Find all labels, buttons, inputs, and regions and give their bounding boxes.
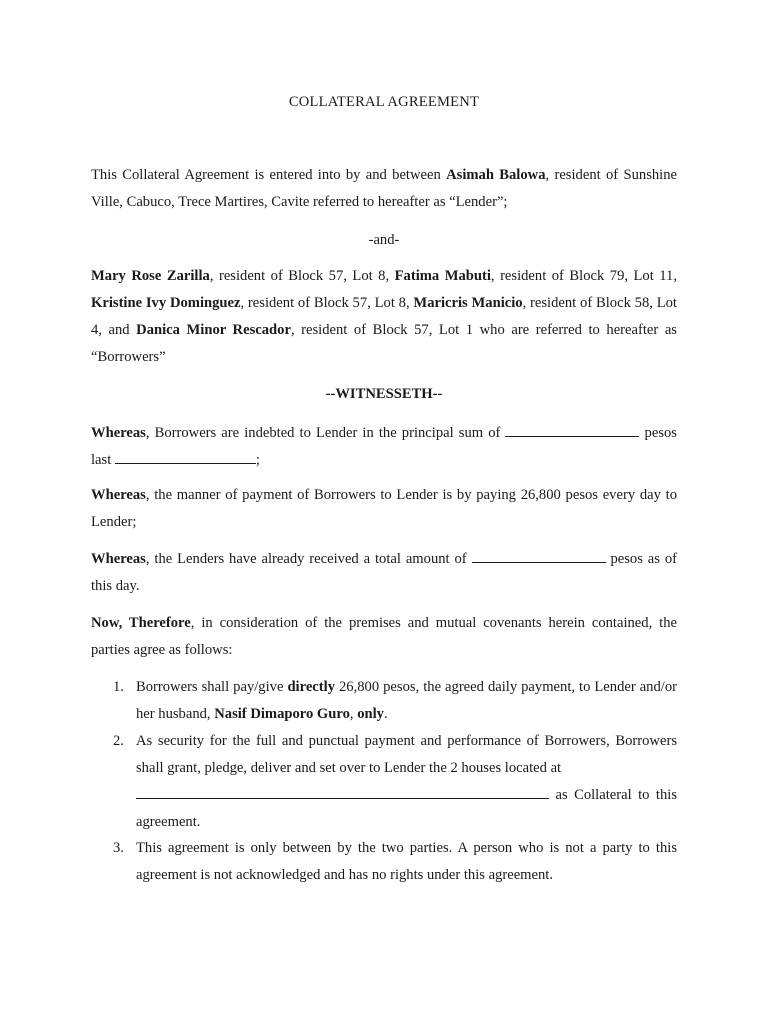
witnesseth-heading — [0, 381, 768, 408]
borrower-residence-2: , resident of Block 79, Lot 11, — [490, 268, 677, 284]
item-1-text-d: . — [383, 706, 388, 722]
item-1-bold-only: only — [357, 706, 384, 722]
intro-text-2: , resident of Sunshine Ville, Cabuco, Trece Martires, Cavite referred to hereafter as “Lender”; — [91, 167, 677, 210]
borrower-name-1: Mary Rose Zarilla — [91, 268, 210, 284]
borrowers-paragraph — [91, 263, 677, 371]
whereas-text-1c: ; — [255, 452, 260, 468]
borrower-name-5: Danica Minor Rescador — [136, 322, 291, 338]
witnesseth-text: --WITNESSETH-- — [325, 386, 443, 402]
list-number: 1. — [113, 679, 124, 695]
whereas-lead-1: Whereas — [91, 425, 146, 441]
list-number: 3. — [113, 840, 124, 856]
whereas-paragraph-1 — [91, 420, 677, 474]
whereas-text-1b: pesos last — [91, 425, 677, 468]
now-therefore-lead: Now, Therefore — [91, 615, 191, 631]
borrower-residence-3: , resident of Block 57, Lot 8, — [240, 295, 414, 311]
now-therefore-text: , in consideration of the premises and mutual covenants herein contained, the parties agree as follows: — [91, 615, 677, 658]
borrower-name-2: Fatima Mabuti — [394, 268, 491, 284]
lender-name: Asimah Balowa — [446, 167, 546, 183]
total-amount-blank[interactable] — [472, 548, 606, 563]
list-number: 2. — [113, 733, 124, 749]
principal-sum-blank[interactable] — [505, 422, 639, 437]
borrower-residence-1: , resident of Block 57, Lot 8, — [209, 268, 395, 284]
borrower-name-4: Maricris Manicio — [413, 295, 523, 311]
item-1-text-b: 26,800 pesos, the agreed daily payment, to Lender and/or her husband, — [136, 679, 677, 722]
whereas-paragraph-2 — [91, 482, 677, 536]
item-3-text: This agreement is only between by the two parties. A person who is not a party to this agreement is not acknowledged and has no rights under this agreement. — [136, 840, 677, 883]
whereas-lead-3: Whereas — [91, 551, 146, 567]
whereas-text-1a: , Borrowers are indebted to Lender in the principal sum of — [145, 425, 506, 441]
location-blank[interactable] — [136, 784, 549, 799]
whereas-text-3b: pesos as of this day. — [91, 551, 677, 594]
whereas-paragraph-3 — [91, 546, 677, 600]
item-1-text-c: , — [349, 706, 358, 722]
list-item-body — [136, 674, 677, 728]
intro-text-1: This Collateral Agreement is entered into by and between — [91, 167, 447, 183]
list-item-body — [136, 728, 677, 836]
date-blank[interactable] — [115, 449, 256, 464]
and-separator: -and- — [368, 232, 400, 248]
item-1-text-a: Borrowers shall pay/give — [136, 679, 288, 695]
whereas-text-2a: , the manner of payment of Borrowers to Lender is by paying 26,800 pesos every day to Lender; — [91, 487, 677, 530]
intro-paragraph — [91, 162, 677, 216]
list-item-body — [136, 835, 677, 889]
item-1-bold-directly: directly — [287, 679, 335, 695]
item-2-text-a: As security for the full and punctual payment and performance of Borrowers, Borrowers shall grant, pledge, deliver and set over to Lender the 2 houses located at — [136, 733, 677, 776]
borrower-residence-4: , resident of Block 58, Lot 4, and — [91, 295, 677, 338]
borrower-residence-5: , resident of Block 57, Lot 1 who are referred to hereafter as “Borrowers” — [91, 322, 677, 365]
borrower-name-3: Kristine Ivy Dominguez — [91, 295, 241, 311]
husband-name: Nasif Dimaporo Guro — [214, 706, 350, 722]
item-2-text-b: as Collateral to this agreement. — [136, 787, 677, 830]
whereas-lead-2: Whereas — [91, 487, 146, 503]
now-therefore-paragraph — [91, 610, 677, 664]
document-title: COLLATERAL AGREEMENT — [288, 94, 480, 110]
whereas-text-3a: , the Lenders have already received a total amount of — [145, 551, 472, 567]
